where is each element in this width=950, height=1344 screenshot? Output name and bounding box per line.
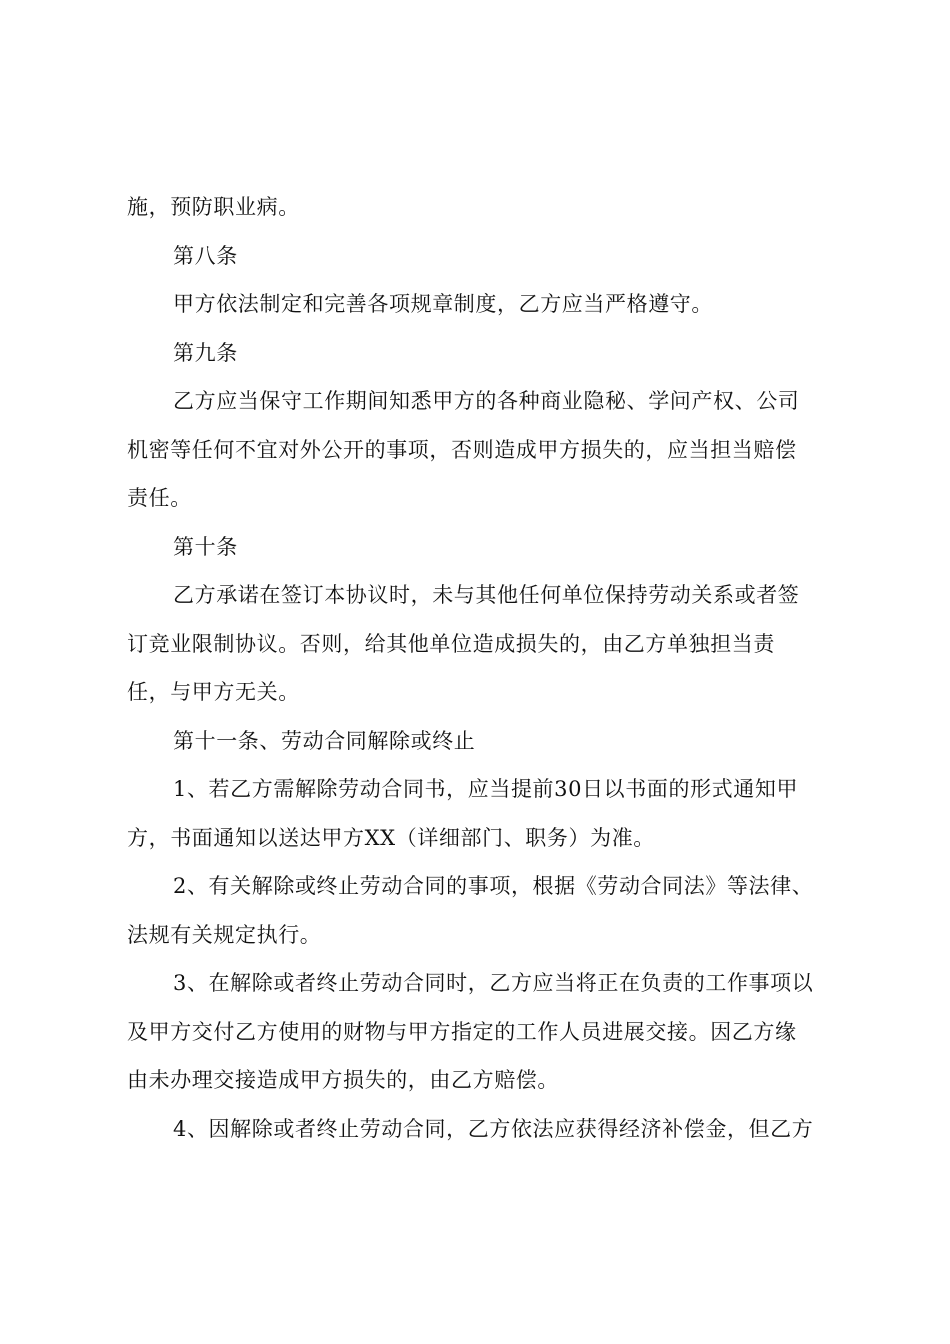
text-line: 任，与甲方无关。 (127, 680, 300, 704)
article-11-item-3 (127, 959, 827, 1105)
text-line: 机密等任何不宜对外公开的事项，否则造成甲方损失的，应当担当赔偿 (127, 437, 797, 462)
text-line: 第九条 (173, 340, 238, 365)
text-line: 法规有关规定执行。 (127, 922, 322, 947)
article-10-heading (127, 523, 827, 572)
text-line: 订竞业限制协议。否则，给其他单位造成损失的，由乙方单独担当责 (127, 631, 775, 656)
text-line: 乙方应当保守工作期间知悉甲方的各种商业隐秘、学问产权、公司 (173, 389, 800, 413)
article-11-heading (127, 717, 827, 766)
article-8-heading (127, 232, 827, 281)
article-8-paragraph (127, 280, 827, 329)
text-line: 第八条 (173, 243, 238, 268)
text-line: 甲方依法制定和完善各项规章制度，乙方应当严格遵守。 (173, 292, 713, 316)
text-line: 第十一条、劳动合同解除或终止 (173, 728, 476, 753)
article-10-paragraph (127, 571, 827, 717)
text-line: 责任。 (127, 486, 192, 510)
text-line: 2、有关解除或终止劳动合同的事项，根据《劳动合同法》等法律、 (173, 874, 814, 898)
article-9-paragraph (127, 377, 827, 523)
text-line: 乙方承诺在签订本协议时，未与其他任何单位保持劳动关系或者签 (173, 583, 800, 607)
article-9-heading (127, 329, 827, 378)
article-11-item-4 (127, 1105, 827, 1154)
text-line: 1、若乙方需解除劳动合同书，应当提前30日以书面的形式通知甲 (173, 777, 799, 801)
text-line: 及甲方交付乙方使用的财物与甲方指定的工作人员进展交接。因乙方缘 (127, 1019, 797, 1044)
text-line: 4、因解除或者终止劳动合同，乙方依法应获得经济补偿金，但乙方 (173, 1116, 814, 1141)
text-line: 由未办理交接造成甲方损失的，由乙方赔偿。 (127, 1068, 559, 1092)
text-line: 3、在解除或者终止劳动合同时，乙方应当将正在负责的工作事项以 (173, 971, 814, 995)
text-line: 第十条 (173, 534, 238, 559)
document-body (127, 183, 827, 1153)
text-line: 方，书面通知以送达甲方XX（详细部门、职务）为准。 (127, 825, 655, 850)
text-line: 施，预防职业病。 (127, 195, 300, 219)
paragraph-continuation (127, 183, 827, 232)
article-11-item-2 (127, 862, 827, 959)
article-11-item-1 (127, 765, 827, 862)
